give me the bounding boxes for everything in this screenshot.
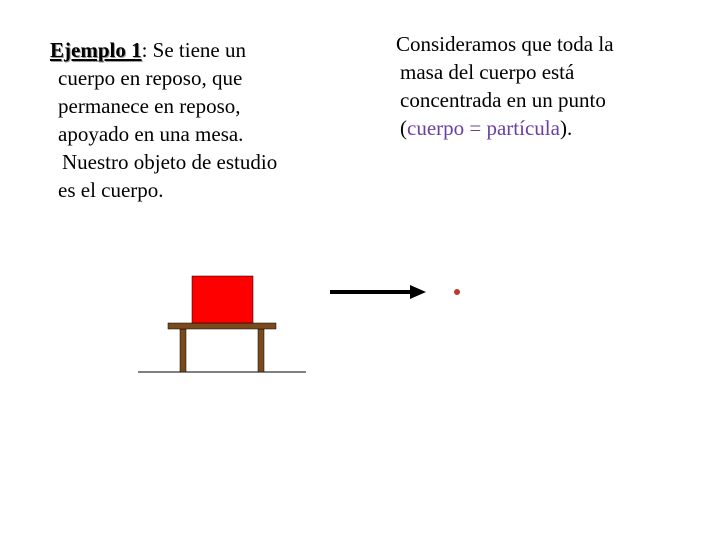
explanation-line-1: Consideramos que toda la [396,32,614,56]
table-leg-left [180,329,186,372]
example-line-4: apoyado en una mesa. [58,122,244,146]
right-arrow-icon [330,285,426,299]
explanation-line-2: masa del cuerpo está [400,60,575,84]
table-leg-right [258,329,264,372]
highlight-cuerpo: cuerpo [407,116,465,140]
red-block-body [192,276,253,323]
example-line-3: permanece en reposo, [58,94,241,118]
example-line-6: es el cuerpo. [58,178,164,202]
example-line-2: cuerpo en reposo, que [58,66,243,90]
example-title-rest: : Se tiene un [141,38,246,62]
equals-sign: = [464,116,487,140]
paren-open: ( [400,116,407,140]
example-line-5: Nuestro objeto de estudio [62,150,278,174]
explanation-line-3: concentrada en un punto [400,88,606,112]
paren-close: ). [559,116,573,140]
point-particle-icon [454,289,460,295]
highlight-particula: partícula [486,116,560,140]
example-title: Ejemplo 1 [50,38,142,62]
table-top [168,323,276,329]
